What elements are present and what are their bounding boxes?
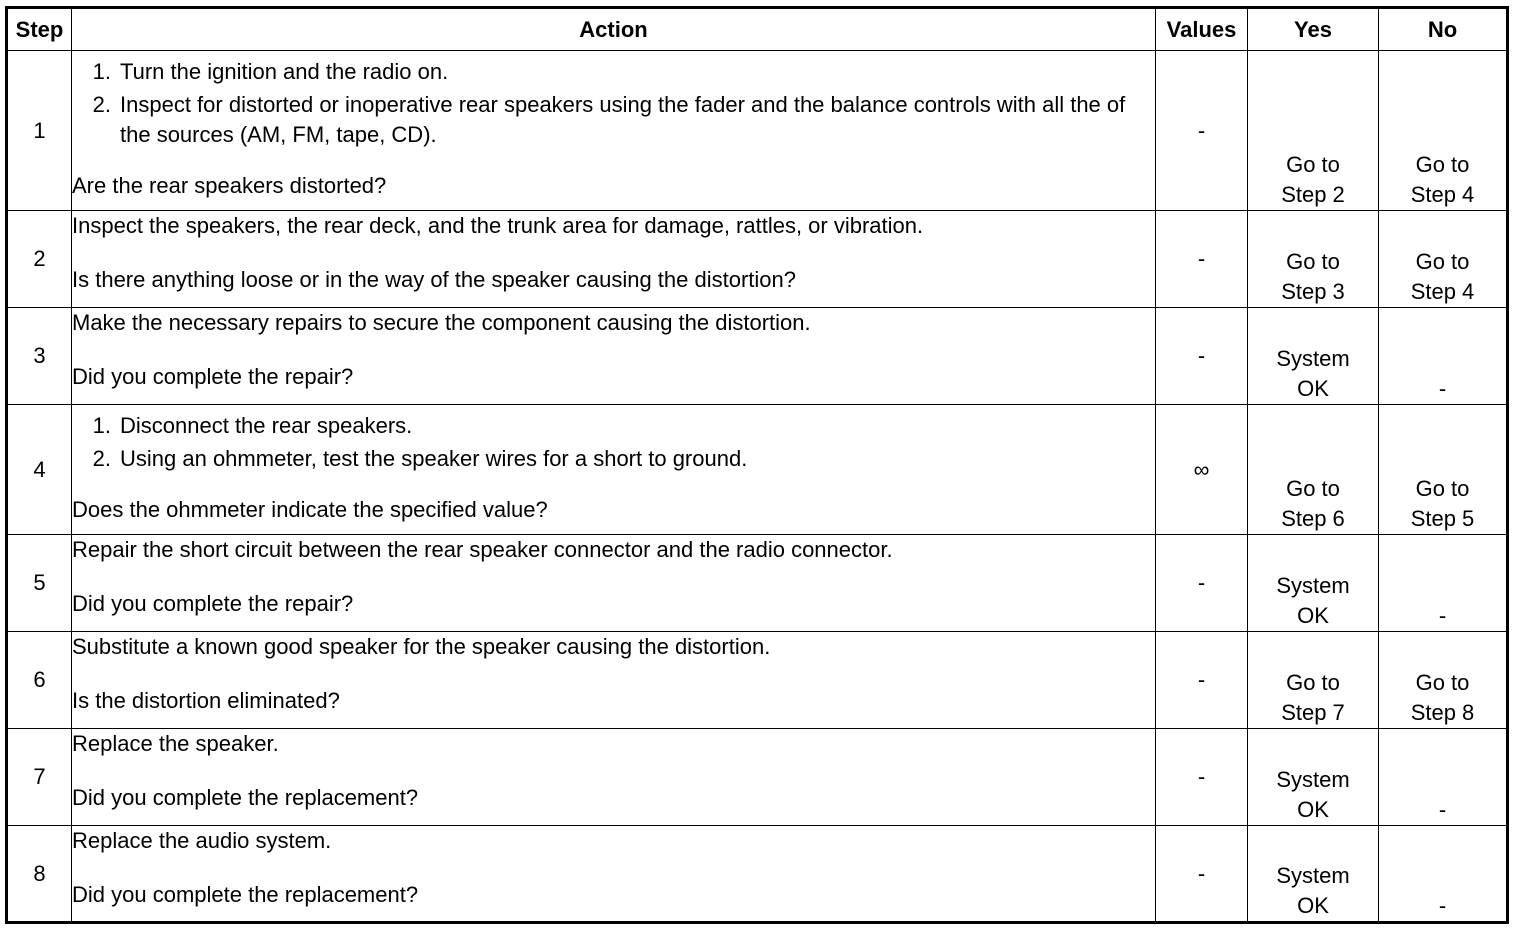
header-yes: Yes xyxy=(1248,8,1379,51)
step-number: 4 xyxy=(7,405,72,535)
step-number: 3 xyxy=(7,308,72,405)
step-number: 2 xyxy=(7,211,72,308)
action-cell xyxy=(72,51,1156,211)
action-cell xyxy=(72,535,1156,632)
yes-cell: System OK xyxy=(1248,308,1379,405)
action-question: Did you complete the repair? xyxy=(72,591,354,616)
values-cell: - xyxy=(1156,535,1248,632)
table-row xyxy=(7,632,1508,729)
yes-cell: Go to Step 7 xyxy=(1248,632,1379,729)
yes-cell: Go to Step 6 xyxy=(1248,405,1379,535)
action-list-item: 2. Using an ohmmeter, test the speaker wires for a short to ground. xyxy=(92,446,748,471)
yes-cell: Go to Step 3 xyxy=(1248,211,1379,308)
step-number: 7 xyxy=(7,729,72,826)
action-instruction: Replace the speaker. xyxy=(72,731,279,756)
no-cell: - xyxy=(1379,729,1508,826)
action-cell xyxy=(72,405,1156,535)
no-cell: Go to Step 4 xyxy=(1379,211,1508,308)
header-row xyxy=(7,8,1508,51)
step-number: 5 xyxy=(7,535,72,632)
header-values: Values xyxy=(1156,8,1248,51)
action-question: Is the distortion eliminated? xyxy=(72,688,340,713)
action-list-item: 2. Inspect for distorted or inoperative rear speakers using the fader and the balance controls with all the of the sources (AM, FM, tape, CD). xyxy=(92,92,1126,147)
action-question: Did you complete the repair? xyxy=(72,364,354,389)
action-cell xyxy=(72,308,1156,405)
action-list-item: 1. Turn the ignition and the radio on. xyxy=(92,59,449,84)
step-number: 6 xyxy=(7,632,72,729)
no-cell: Go to Step 4 xyxy=(1379,51,1508,211)
action-question: Is there anything loose or in the way of the speaker causing the distortion? xyxy=(72,267,796,292)
values-cell: - xyxy=(1156,211,1248,308)
no-cell: - xyxy=(1379,535,1508,632)
action-question: Does the ohmmeter indicate the specified value? xyxy=(72,497,548,522)
values-cell: - xyxy=(1156,308,1248,405)
no-cell: Go to Step 8 xyxy=(1379,632,1508,729)
action-cell xyxy=(72,826,1156,923)
action-question: Did you complete the replacement? xyxy=(72,785,419,810)
action-cell xyxy=(72,211,1156,308)
table-row xyxy=(7,308,1508,405)
table-row xyxy=(7,826,1508,923)
header-action: Action xyxy=(72,8,1156,51)
table-row xyxy=(7,211,1508,308)
table-row xyxy=(7,51,1508,211)
no-cell: - xyxy=(1379,308,1508,405)
action-instruction: Repair the short circuit between the rear speaker connector and the radio connector. xyxy=(72,537,893,562)
yes-cell: System OK xyxy=(1248,826,1379,923)
action-instruction: Inspect the speakers, the rear deck, and the trunk area for damage, rattles, or vibration. xyxy=(72,213,924,238)
action-cell xyxy=(72,632,1156,729)
yes-cell: System OK xyxy=(1248,535,1379,632)
action-list xyxy=(72,57,1155,150)
action-instruction: Substitute a known good speaker for the speaker causing the distortion. xyxy=(72,634,771,659)
header-no: No xyxy=(1379,8,1508,51)
action-list xyxy=(72,411,1155,474)
values-cell: ∞ xyxy=(1156,405,1248,535)
action-question: Are the rear speakers distorted? xyxy=(72,173,387,198)
values-cell: - xyxy=(1156,51,1248,211)
table-row xyxy=(7,535,1508,632)
step-number: 8 xyxy=(7,826,72,923)
values-cell: - xyxy=(1156,826,1248,923)
yes-cell: System OK xyxy=(1248,729,1379,826)
header-step: Step xyxy=(7,8,72,51)
diagnostic-table xyxy=(5,6,1509,924)
values-cell: - xyxy=(1156,729,1248,826)
action-question: Did you complete the replacement? xyxy=(72,882,419,907)
no-cell: - xyxy=(1379,826,1508,923)
yes-cell: Go to Step 2 xyxy=(1248,51,1379,211)
action-list-item: 1. Disconnect the rear speakers. xyxy=(92,413,413,438)
no-cell: Go to Step 5 xyxy=(1379,405,1508,535)
step-number: 1 xyxy=(7,51,72,211)
action-cell xyxy=(72,729,1156,826)
table-row xyxy=(7,405,1508,535)
action-instruction: Make the necessary repairs to secure the component causing the distortion. xyxy=(72,310,811,335)
action-instruction: Replace the audio system. xyxy=(72,828,332,853)
values-cell: - xyxy=(1156,632,1248,729)
table-row xyxy=(7,729,1508,826)
